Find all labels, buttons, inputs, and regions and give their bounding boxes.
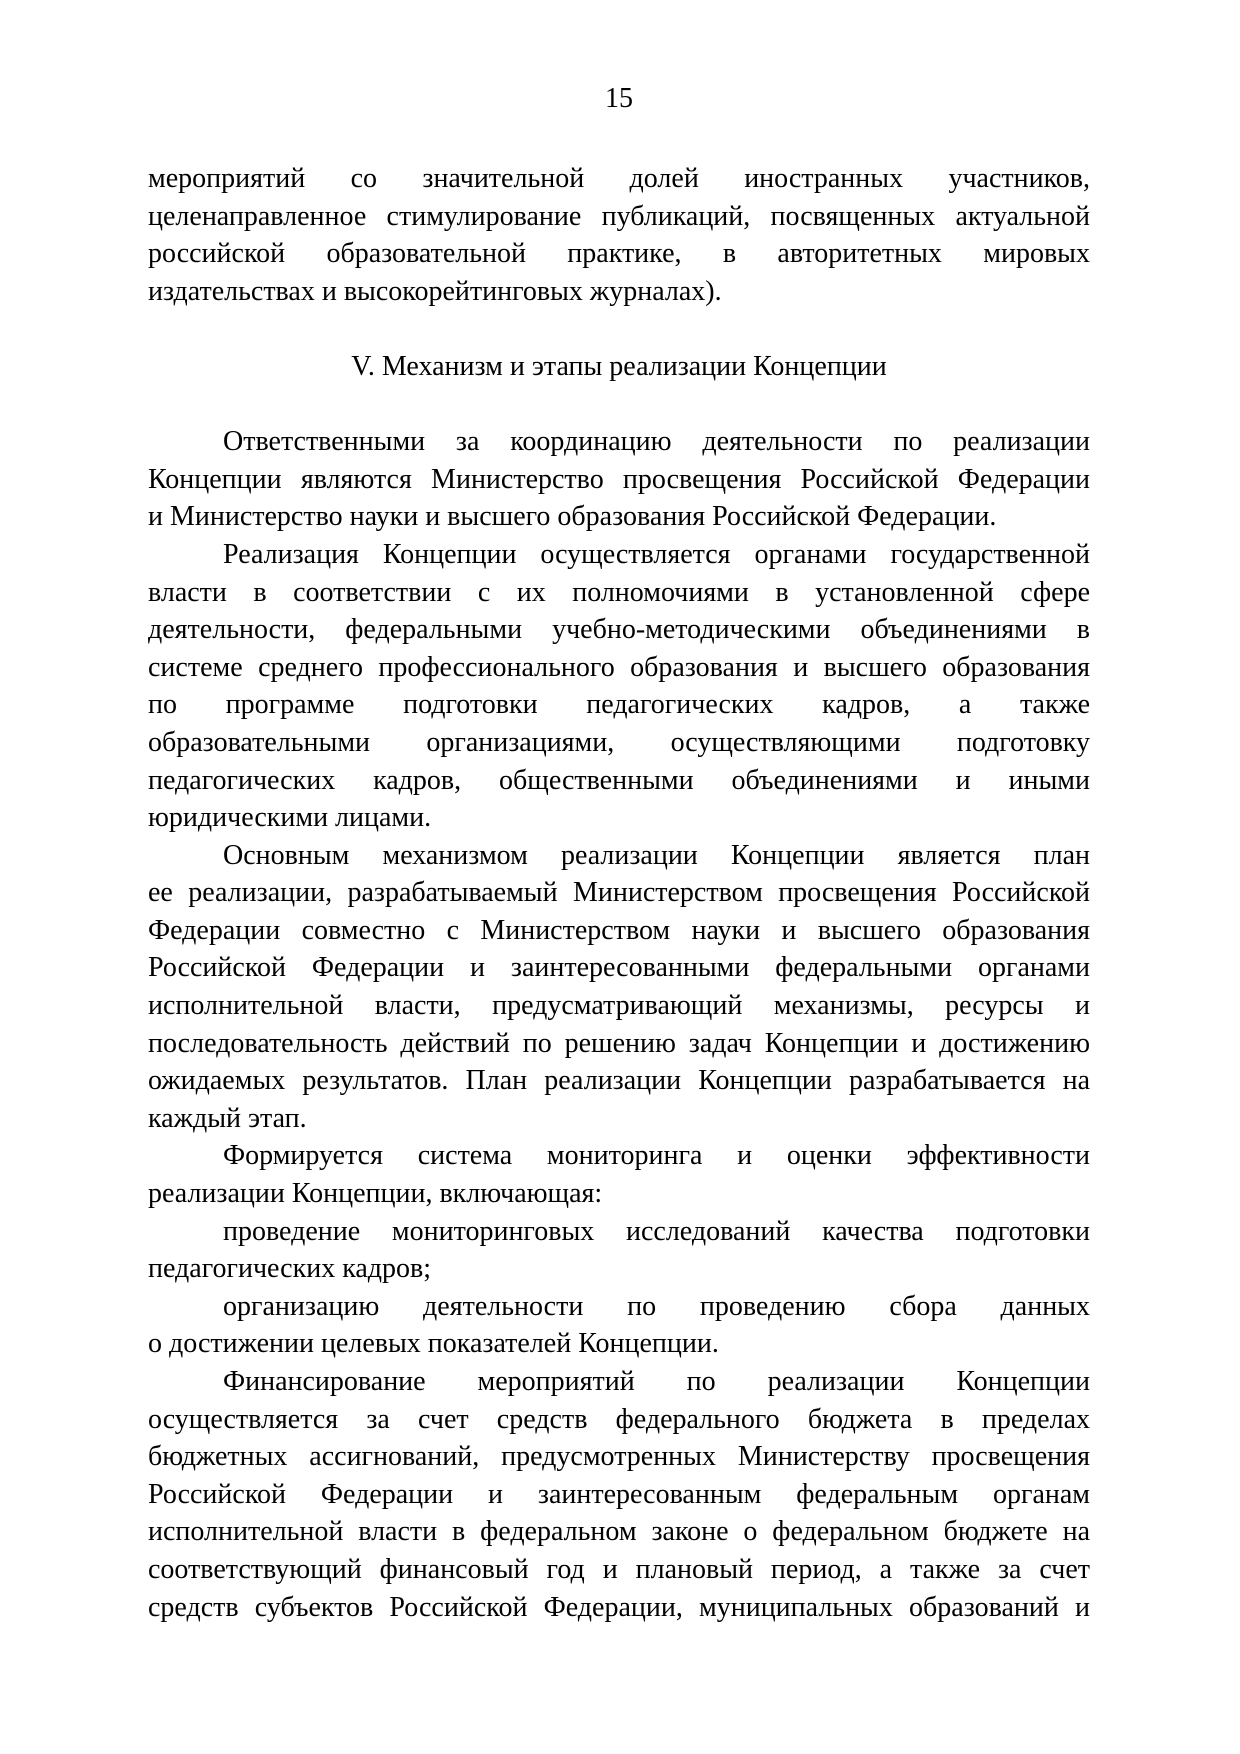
text-line: целенаправленное стимулирование публикаций, посвященных актуальной: [148, 200, 1090, 232]
text-line: исполнительной власти в федеральном законе о федеральном бюджете на: [148, 1516, 1090, 1548]
text-line: проведение мониторинговых исследований качества подготовки: [223, 1215, 1090, 1247]
text-line: исполнительной власти, предусматривающий механизмы, ресурсы и: [148, 990, 1090, 1022]
text-line: ее реализации, разрабатываемый Министерством просвещения Российской: [148, 877, 1090, 909]
text-line: Финансирование мероприятий по реализации Концепции: [223, 1366, 1090, 1397]
paragraph: [148, 837, 1090, 1138]
text-line: каждый этап.: [148, 1102, 307, 1134]
text-line: Формируется система мониторинга и оценки эффективности: [223, 1140, 1090, 1172]
text-line: по программе подготовки педагогических кадров, а также: [148, 689, 1090, 721]
section-heading: V. Механизм и этапы реализации Концепции: [351, 350, 887, 382]
text-line: деятельности, федеральными учебно-методическими объединениями в: [148, 614, 1090, 646]
text-line: организацию деятельности по проведению сбора данных: [223, 1290, 1090, 1322]
text-line: Федерации совместно с Министерством науки и высшего образования: [148, 914, 1090, 946]
text-line: ожидаемых результатов. План реализации Концепции разрабатывается на: [148, 1065, 1090, 1097]
text-line: о достижении целевых показателей Концепции.: [148, 1328, 719, 1360]
text-line: последовательность действий по решению задач Концепции и достижению: [148, 1027, 1090, 1059]
text-line: Ответственными за координацию деятельности по реализации: [223, 426, 1090, 458]
text-line: системе среднего профессионального образования и высшего образования: [148, 651, 1090, 683]
page-number: 15: [605, 83, 633, 114]
paragraph: [148, 1288, 1090, 1363]
text-line: средств субъектов Российской Федерации, муниципальных образований и: [148, 1591, 1090, 1623]
document-body: [148, 160, 1090, 1626]
text-line: педагогических кадров;: [148, 1253, 432, 1285]
paragraph: [148, 160, 1090, 310]
text-line: Реализация Концепции осуществляется органами государственной: [223, 538, 1090, 570]
text-line: Российской Федерации и заинтересованными федеральными органами: [148, 952, 1090, 984]
text-line: мероприятий со значительной долей иностранных участников,: [148, 163, 1090, 194]
paragraph: [148, 423, 1090, 536]
text-line: образовательными организациями, осуществляющими подготовку: [148, 726, 1090, 758]
text-line: педагогических кадров, общественными объединениями и иными: [148, 764, 1090, 796]
top-spacer: [148, 118, 1090, 160]
text-line: бюджетных ассигнований, предусмотренных Министерству просвещения: [148, 1441, 1090, 1473]
text-line: Концепции являются Министерство просвещения Российской Федерации: [148, 463, 1090, 495]
text-line: реализации Концепции, включающая:: [148, 1178, 603, 1210]
text-line: юридическими лицами.: [148, 802, 432, 834]
text-line: издательствах и высокорейтинговых журналах).: [148, 275, 722, 307]
text-line: российской образовательной практике, в авторитетных мировых: [148, 238, 1090, 270]
paragraph: [148, 1363, 1090, 1626]
paragraph: [148, 1137, 1090, 1212]
text-line: власти в соответствии с их полномочиями в установленной сфере: [148, 576, 1090, 608]
text-line: соответствующий финансовый год и плановый период, а также за счет: [148, 1553, 1090, 1585]
text-line: Российской Федерации и заинтересованным федеральным органам: [148, 1478, 1090, 1510]
paragraph: [148, 536, 1090, 837]
paragraph: [148, 1213, 1090, 1288]
text-line: и Министерство науки и высшего образования Российской Федерации.: [148, 501, 997, 533]
text-line: осуществляется за счет средств федерального бюджета в пределах: [148, 1403, 1090, 1435]
text-line: Основным механизмом реализации Концепции является план: [223, 839, 1090, 871]
